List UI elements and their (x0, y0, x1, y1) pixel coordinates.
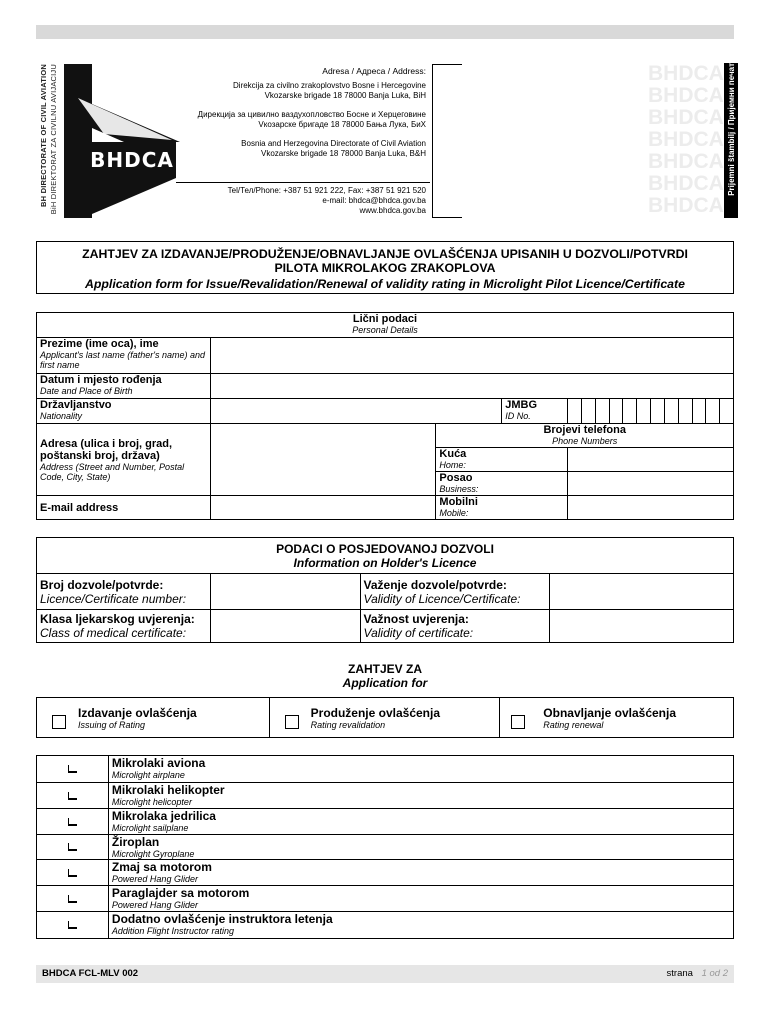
work-label: Posao Business: (436, 472, 568, 496)
medical-class-label: Klasa ljekarskog uvjerenja: Class of medical certificate: (37, 610, 211, 643)
personal-head-en: Personal Details (352, 325, 418, 335)
option-renewal[interactable]: Obnavljanje ovlašćenja Rating renewal (500, 698, 734, 738)
licence-validity-label: Važenje dozvole/potvrde: Validity of Licence/Certificate: (360, 574, 550, 610)
name-label: Prezime (ime oca), ime Applicant's last name (father's name) and first name (37, 338, 211, 374)
phones-header: Brojevi telefona Phone Numbers (436, 424, 734, 448)
vertical-text-bs: BiH DIREKTORAT ZA CIVILNU AVIJACIJU (49, 64, 58, 215)
address-en-line2: Vkozarske brigade 18 78000 Banja Luka, B&H (261, 149, 426, 158)
rating-checkbox[interactable] (68, 895, 77, 903)
title-line1: ZAHTJEV ZA IZDAVANJE/PRODUŽENJE/OBNAVLJANJE OVLAŠĆENJA UPISANIH U DOZVOLI/POTVRDI (82, 247, 688, 261)
mobile-phone-field[interactable] (568, 496, 734, 520)
licence-number-field[interactable] (210, 574, 360, 610)
rating-checkbox-cell[interactable] (37, 809, 109, 835)
option-revalidation[interactable]: Produženje ovlašćenja Rating revalidation (269, 698, 500, 738)
contact-email: e-mail: bhdca@bhdca.gov.ba (322, 196, 426, 205)
address-bs-line1: Direkcija za civilno zrakoplovstvo Bosne i Hercegovine (233, 81, 426, 90)
nationality-field[interactable] (210, 399, 501, 424)
medical-validity-label: Važnost uvjerenja: Validity of certificate: (360, 610, 550, 643)
rating-item: Mikrolaki helikopter Microlight helicopter (108, 783, 733, 809)
address-bracket (432, 64, 433, 218)
form-title (36, 241, 734, 294)
licence-validity-field[interactable] (550, 574, 734, 610)
contact-web: www.bhdca.gov.ba (359, 206, 426, 215)
name-field[interactable] (210, 338, 733, 374)
home-label: Kuća Home: (436, 448, 568, 472)
rating-checkbox[interactable] (68, 921, 77, 929)
vertical-org-name (39, 64, 58, 218)
address-sr-line1: Дирекција за цивилно ваздухопловство Босне и Херцеговине (197, 110, 426, 119)
stamp-label (724, 63, 738, 218)
address-divider (176, 182, 430, 183)
address-en-line1: Bosnia and Herzegovina Directorate of Civil Aviation (241, 139, 426, 148)
rating-item: Žiroplan Microlight Gyroplane (108, 835, 733, 860)
rating-checkbox-cell[interactable] (37, 912, 109, 939)
rating-checkbox-cell[interactable] (37, 860, 109, 886)
application-heading: ZAHTJEV ZA Application for (342, 662, 428, 690)
application-options (36, 697, 734, 738)
jmbg-field[interactable] (568, 399, 734, 424)
birth-field[interactable] (210, 374, 733, 399)
rating-checkbox-cell[interactable] (37, 756, 109, 783)
rating-checkbox[interactable] (68, 869, 77, 877)
top-bar (36, 25, 734, 39)
renewal-checkbox[interactable] (511, 715, 525, 729)
bracket-bottom (432, 217, 462, 218)
stamp-label-text: Prijemni štambilj / Пријемни печат (726, 63, 736, 196)
jmbg-label: JMBG ID No. (502, 399, 568, 424)
personal-details-table (36, 312, 734, 520)
issue-checkbox[interactable] (52, 715, 66, 729)
address-sr-line2: Vкозарске бригаде 18 78000 Бања Лука, БиХ (258, 120, 426, 129)
bracket-top (432, 64, 462, 65)
vertical-text-en: BH DIRECTORATE OF CIVIL AVIATION (39, 64, 48, 207)
rating-item: Paraglajder sa motorom Powered Hang Glider (108, 886, 733, 912)
email-label: E-mail address (37, 496, 211, 520)
personal-header (37, 313, 734, 338)
contact-block (150, 186, 426, 216)
licence-number-label: Broj dozvole/potvrde: Licence/Certificate number: (37, 574, 211, 610)
rating-checkbox-cell[interactable] (37, 783, 109, 809)
page-number (667, 968, 728, 979)
ratings-table (36, 755, 734, 939)
rating-checkbox[interactable] (68, 843, 77, 851)
nationality-label: Državljanstvo Nationality (37, 399, 211, 424)
home-phone-field[interactable] (568, 448, 734, 472)
mobile-label: Mobilni Mobile: (436, 496, 568, 520)
address-block (150, 66, 426, 159)
logo-text: BHDCA (90, 148, 174, 172)
rating-item: Zmaj sa motorom Powered Hang Glider (108, 860, 733, 886)
stamp-watermark: BHDCA BHDCA BHDCA BHDCA BHDCA BHDCA BHDCA (648, 63, 724, 217)
revalidation-checkbox[interactable] (285, 715, 299, 729)
rating-item: Mikrolaki aviona Microlight airplane (108, 756, 733, 783)
medical-class-field[interactable] (210, 610, 360, 643)
email-field[interactable] (210, 496, 436, 520)
contact-phone: Tel/Тел/Phone: +387 51 921 222, Fax: +387 51 921 520 (227, 186, 426, 195)
rating-checkbox-cell[interactable] (37, 886, 109, 912)
medical-validity-field[interactable] (550, 610, 734, 643)
rating-item: Mikrolaka jedrilica Microlight sailplane (108, 809, 733, 835)
rating-item: Dodatno ovlašćenje instruktora letenja Addition Flight Instructor rating (108, 912, 733, 939)
address-label: Adresa (ulica i broj, grad, poštanski broj, država) Address (Street and Number, Postal Code, City, State) (37, 424, 211, 496)
licence-header: PODACI O POSJEDOVANOJ DOZVOLI Information on Holder's Licence (37, 538, 734, 574)
page-num: 1 od 2 (701, 968, 728, 979)
rating-checkbox[interactable] (68, 765, 77, 773)
page-footer (36, 965, 734, 983)
birth-label: Datum i mjesto rođenja Date and Place of Birth (37, 374, 211, 399)
title-line2: PILOTA MIKROLAKOG ZRAKOPLOVA (274, 261, 496, 275)
title-line3: Application form for Issue/Revalidation/Renewal of validity rating in Microlight Pilot Licence/Certificate (85, 277, 685, 291)
form-code: BHDCA FCL-MLV 002 (42, 968, 139, 979)
personal-head: Lični podaci (352, 313, 418, 325)
rating-checkbox[interactable] (68, 818, 77, 826)
page-label: strana (666, 968, 693, 979)
rating-checkbox-cell[interactable] (37, 835, 109, 860)
rating-checkbox[interactable] (68, 792, 77, 800)
option-issue[interactable]: Izdavanje ovlašćenja Issuing of Rating (37, 698, 270, 738)
address-bs-line2: Vkozarske brigade 18 78000 Banja Luka, BiH (264, 91, 426, 100)
address-label: Adresa / Адреса / Address: (322, 66, 426, 76)
address-field[interactable] (210, 424, 436, 496)
work-phone-field[interactable] (568, 472, 734, 496)
licence-table (36, 537, 734, 643)
